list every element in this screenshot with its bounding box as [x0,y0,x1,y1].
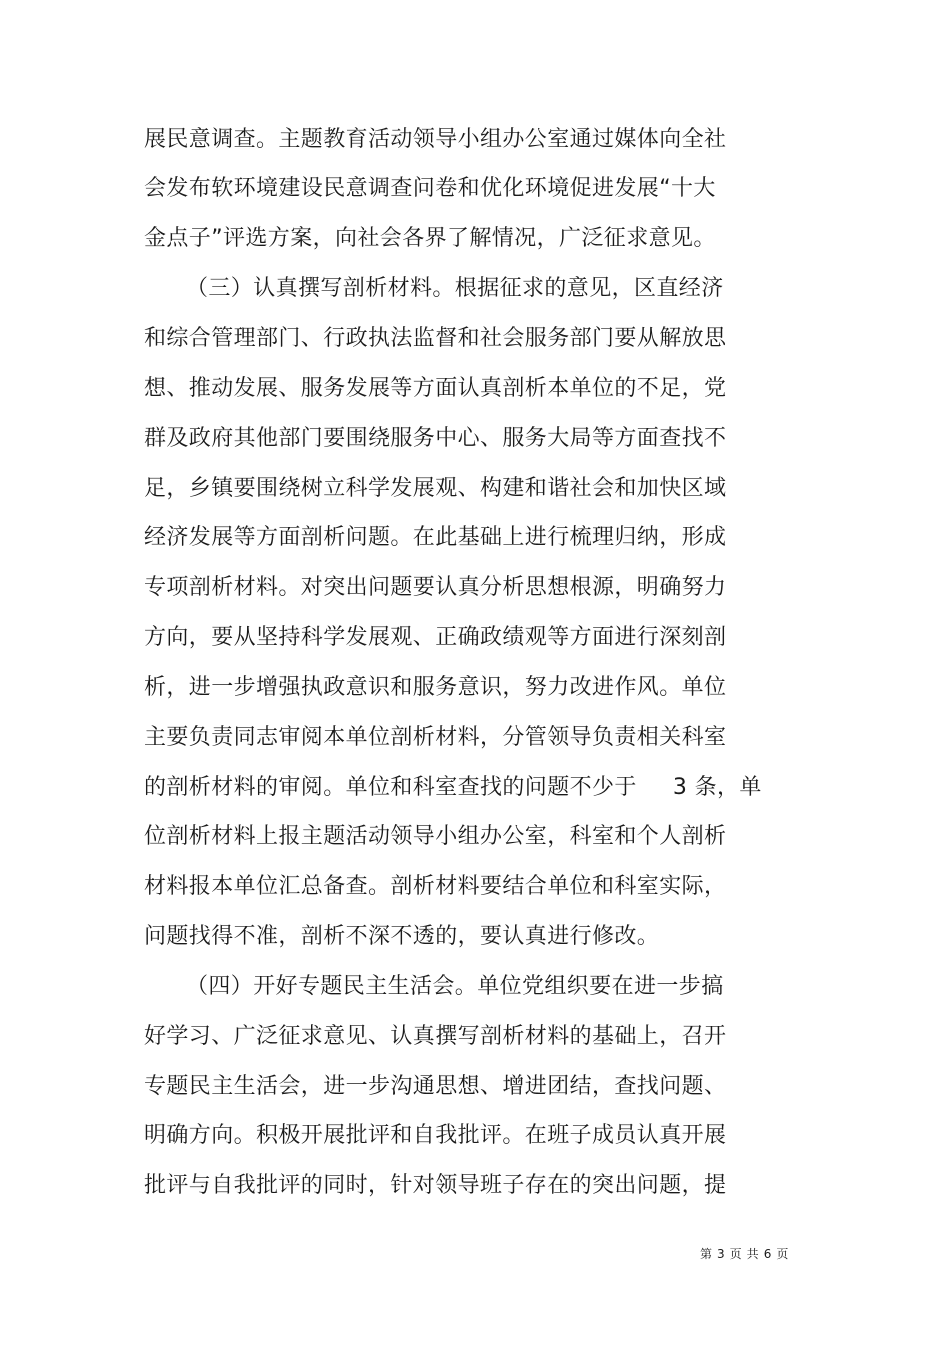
paragraph-line: 材料报本单位汇总备查。剖析材料要结合单位和科室实际， [144,874,727,899]
paragraph-line: 金点子”评选方案，向社会各界了解情况，广泛征求意见。 [144,226,716,251]
footer-ye: 页 [729,1247,743,1261]
paragraph-line: 展民意调查。主题教育活动领导小组办公室通过媒体向全社 [144,127,727,152]
paragraph-line: 位剖析材料上报主题活动领导小组办公室，科室和个人剖析 [144,824,727,849]
paragraph-line-tail: 3 条，单 [672,775,762,800]
page-footer [700,1246,793,1262]
paragraph-line: 想、推动发展、服务发展等方面认真剖析本单位的不足，党 [144,376,727,401]
paragraph-line: 析，进一步增强执政意识和服务意识，努力改进作风。单位 [144,675,727,700]
paragraph-line: 批评与自我批评的同时，针对领导班子存在的突出问题，提 [144,1173,727,1198]
paragraph-line: 专项剖析材料。对突出问题要认真分析思想根源，明确努力 [144,575,727,600]
paragraph-line: 足，乡镇要围绕树立科学发展观、构建和谐社会和加快区域 [144,476,727,501]
paragraph-line: 明确方向。积极开展批评和自我批评。在班子成员认真开展 [144,1123,727,1148]
footer-total-pages: 6 [763,1247,773,1261]
paragraph-line [144,773,762,803]
paragraph-line: 群及政府其他部门要围绕服务中心、服务大局等方面查找不 [144,426,727,451]
paragraph-line: 主要负责同志审阅本单位剖析材料，分管领导负责相关科室 [144,725,727,750]
footer-ye-end: 页 [776,1247,790,1261]
paragraph-line: 问题找得不准，剖析不深不透的，要认真进行修改。 [144,924,660,949]
paragraph-line: 方向，要从坚持科学发展观、正确政绩观等方面进行深刻剖 [144,625,727,650]
footer-page-number: 3 [717,1247,726,1261]
paragraph-line: 和综合管理部门、行政执法监督和社会服务部门要从解放思 [144,326,727,351]
section-heading-line: （四）开好专题民主生活会。单位党组织要在进一步搞 [186,974,724,999]
footer-gong: 共 [746,1247,760,1261]
paragraph-line: 经济发展等方面剖析问题。在此基础上进行梳理归纳，形成 [144,525,727,550]
footer-di: 第 [700,1247,714,1261]
paragraph-line: 会发布软环境建设民意调查问卷和优化环境促进发展“十大 [144,176,716,201]
paragraph-line-text: 的剖析材料的审阅。单位和科室查找的问题不少于 [144,775,637,800]
paragraph-line: 好学习、广泛征求意见、认真撰写剖析材料的基础上，召开 [144,1024,727,1049]
paragraph-line: 专题民主生活会，进一步沟通思想、增进团结，查找问题、 [144,1074,727,1099]
section-heading-line: （三）认真撰写剖析材料。根据征求的意见，区直经济 [186,276,724,301]
